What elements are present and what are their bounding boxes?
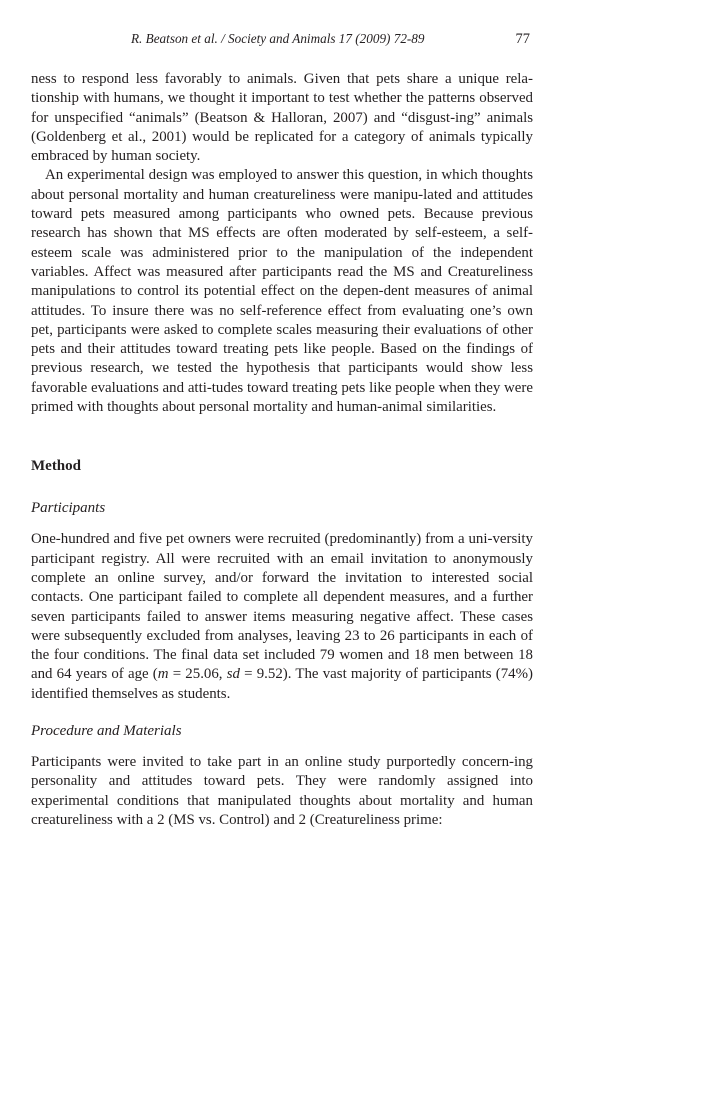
section-heading-method: Method (31, 458, 81, 475)
running-head (31, 31, 533, 51)
paragraph-experimental-design: An experimental design was employed to answer this question, in which thoughts about personal mortality and human creatureliness were manipu-lated and attitudes toward pets measured among participants who owned pets. Because previous research has shown that MS effects are often moderated by self-esteem, a self-esteem scale was administered prior to the manipulation of the independent variables. Affect was measured after participants read the MS and Creatureliness manipulations to control its potential effect on the depen-dent measures of animal attitudes. To insure there was no self-reference effect from evaluating one’s own pet, participants were asked to complete scales measuring their evaluations of other pets and their attitudes toward treating pets like people. Based on the findings of previous research, we tested the hypothesis that participants would show less favorable evaluations and atti-tudes toward treating pets like people when they were primed with thoughts about personal mortality and human-animal similarities. (31, 167, 533, 416)
mean-value: = 25.06, (168, 666, 227, 683)
participants-text-a: One-hundred and five pet owners were recruited (predominantly) from a uni-versity participant registry. All were recruited with an email invitation to anonymously complete an online survey, and/or forward the invitation to interested social contacts. One participant failed to complete all dependent measures, and a further seven participants failed to answer items measuring negative affect. These cases were subsequently excluded from analyses, leaving 23 to 26 participants in each of the four conditions. The final data set included 79 women and 18 men between 18 and 64 years of age ( (31, 531, 533, 683)
sd-symbol: sd (226, 666, 240, 683)
running-head-citation: R. Beatson et al. / Society and Animals 17 (2009) 72-89 (131, 31, 425, 46)
paragraph-intro-continued: ness to respond less favorably to animals. Given that pets share a unique rela-tionship with humans, we thought it important to test whether the patterns observed for unspecified “animals” (Beatson & Halloran, 2007) and “disgust-ing” animals (Goldenberg et al., 2001) would be replicated for a category of animals typically embraced by human society. (31, 71, 533, 165)
mean-symbol: m (157, 666, 169, 683)
paragraph-procedure: Participants were invited to take part in an online study purportedly concern-ing personality and attitudes toward pets. They were randomly assigned into experimental conditions that manipulated thoughts about mortality and human creatureliness with a 2 (MS vs. Control) and 2 (Creatureliness prime: (31, 754, 533, 828)
sd-value-and-rest: = 9.52). The vast majority of participants (74%) identified themselves as students. (31, 666, 533, 702)
article-body (31, 70, 533, 830)
page-number: 77 (515, 31, 530, 47)
subsection-heading-participants: Participants (31, 500, 106, 517)
paragraph-participants (31, 530, 533, 704)
subsection-heading-procedure: Procedure and Materials (31, 723, 182, 740)
